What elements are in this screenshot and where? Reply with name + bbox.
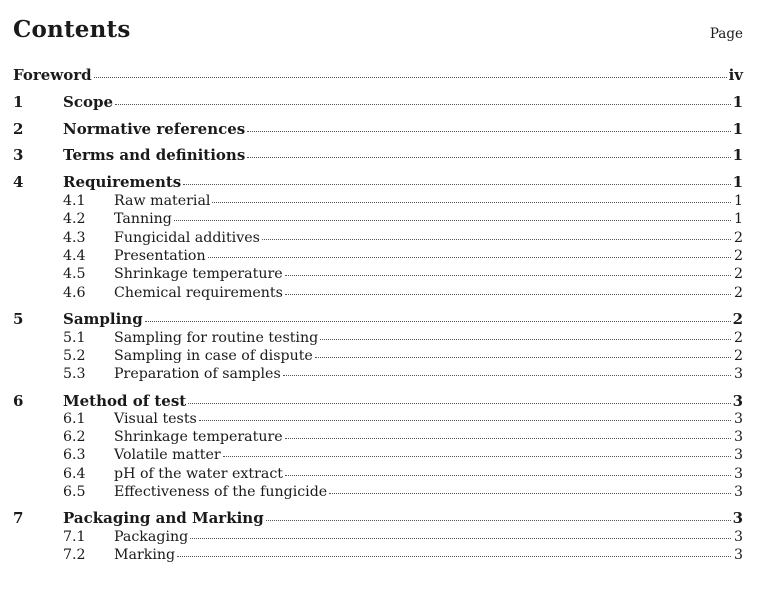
dot-leader bbox=[174, 220, 731, 221]
toc-label: Raw material bbox=[114, 193, 211, 209]
dot-leader bbox=[183, 184, 730, 185]
toc-page: iv bbox=[728, 66, 743, 84]
toc-number: 4.4 bbox=[63, 248, 86, 264]
toc-number: 4.3 bbox=[63, 230, 86, 246]
dot-leader bbox=[247, 157, 730, 158]
toc-page: 1 bbox=[733, 193, 743, 209]
dot-leader bbox=[315, 357, 731, 358]
toc-subentry[interactable] bbox=[13, 230, 743, 249]
toc-label: Terms and definitions bbox=[63, 146, 246, 164]
toc-page: 3 bbox=[733, 484, 743, 500]
dot-leader bbox=[320, 339, 731, 340]
toc-label: Effectiveness of the fungicide bbox=[114, 484, 328, 500]
dot-leader bbox=[285, 275, 731, 276]
dot-leader bbox=[190, 538, 731, 539]
toc-page: 3 bbox=[733, 529, 743, 545]
toc-number: 6 bbox=[13, 392, 24, 410]
toc-number: 4.1 bbox=[63, 193, 86, 209]
toc-label: Presentation bbox=[114, 248, 206, 264]
toc-label: Packaging and Marking bbox=[63, 509, 264, 527]
dot-leader bbox=[285, 438, 731, 439]
toc-page: 2 bbox=[732, 310, 743, 328]
toc-label: pH of the water extract bbox=[114, 466, 283, 482]
toc-number: 7 bbox=[13, 509, 24, 527]
toc-page: 1 bbox=[732, 93, 743, 111]
toc-number: 4 bbox=[13, 173, 24, 191]
page-title: Contents bbox=[13, 16, 131, 43]
dot-leader bbox=[329, 493, 731, 494]
toc-label: Sampling in case of dispute bbox=[114, 348, 313, 364]
dot-leader bbox=[177, 556, 731, 557]
toc-label: Tanning bbox=[114, 211, 172, 227]
toc-page: 3 bbox=[733, 366, 743, 382]
toc-number: 5 bbox=[13, 310, 24, 328]
toc-entry[interactable] bbox=[13, 509, 743, 531]
toc-subentry[interactable] bbox=[13, 248, 743, 267]
toc-page: 2 bbox=[733, 285, 743, 301]
toc-label: Volatile matter bbox=[114, 447, 221, 463]
toc-subentry[interactable] bbox=[13, 447, 743, 466]
dot-leader bbox=[188, 403, 730, 404]
dot-leader bbox=[115, 104, 731, 105]
toc-page: 3 bbox=[733, 411, 743, 427]
toc-page: 1 bbox=[732, 173, 743, 191]
toc-number: 7.2 bbox=[63, 547, 86, 563]
toc-label: Requirements bbox=[63, 173, 182, 191]
toc-page: 3 bbox=[733, 547, 743, 563]
dot-leader bbox=[285, 475, 731, 476]
toc-label: Foreword bbox=[13, 66, 92, 84]
toc-label: Packaging bbox=[114, 529, 189, 545]
toc-label: Visual tests bbox=[114, 411, 197, 427]
toc-page: 1 bbox=[732, 146, 743, 164]
toc-page: 2 bbox=[733, 348, 743, 364]
dot-leader bbox=[208, 257, 731, 258]
toc-subentry[interactable] bbox=[13, 466, 743, 485]
dot-leader bbox=[223, 456, 731, 457]
toc-label: Normative references bbox=[63, 120, 246, 138]
toc-subentry[interactable] bbox=[13, 285, 743, 304]
toc-number: 6.4 bbox=[63, 466, 86, 482]
toc-subentry[interactable] bbox=[13, 547, 743, 566]
dot-leader bbox=[199, 420, 731, 421]
toc-subentry[interactable] bbox=[13, 266, 743, 285]
toc-entry-foreword[interactable] bbox=[13, 66, 743, 88]
toc-entry[interactable] bbox=[13, 173, 743, 195]
toc-number: 3 bbox=[13, 146, 24, 164]
toc-subentry[interactable] bbox=[13, 529, 743, 548]
toc-number: 2 bbox=[13, 120, 24, 138]
toc-entry[interactable] bbox=[13, 310, 743, 332]
toc-label: Chemical requirements bbox=[114, 285, 283, 301]
toc-number: 5.2 bbox=[63, 348, 86, 364]
dot-leader bbox=[283, 375, 731, 376]
toc-number: 6.3 bbox=[63, 447, 86, 463]
toc-subentry[interactable] bbox=[13, 348, 743, 367]
toc-page: 3 bbox=[732, 392, 743, 410]
toc-number: 6.2 bbox=[63, 429, 86, 445]
toc-page: 3 bbox=[732, 509, 743, 527]
toc-subentry[interactable] bbox=[13, 429, 743, 448]
page-column-label: Page bbox=[709, 26, 743, 42]
toc-entry[interactable] bbox=[13, 120, 743, 142]
toc-entry[interactable] bbox=[13, 93, 743, 115]
toc-page: 3 bbox=[733, 466, 743, 482]
toc-number: 5.1 bbox=[63, 330, 86, 346]
toc-subentry[interactable] bbox=[13, 211, 743, 230]
toc-subentry[interactable] bbox=[13, 330, 743, 349]
toc-subentry[interactable] bbox=[13, 411, 743, 430]
toc-label: Fungicidal additives bbox=[114, 230, 260, 246]
toc-number: 6.5 bbox=[63, 484, 86, 500]
toc-page: 1 bbox=[733, 211, 743, 227]
toc-page: 1 bbox=[732, 120, 743, 138]
toc-label: Preparation of samples bbox=[114, 366, 281, 382]
toc-subentry[interactable] bbox=[13, 484, 743, 503]
toc-label: Sampling for routine testing bbox=[114, 330, 319, 346]
toc-label: Sampling bbox=[63, 310, 143, 328]
toc-label: Shrinkage temperature bbox=[114, 266, 283, 282]
toc-number: 6.1 bbox=[63, 411, 86, 427]
toc-page: 3 bbox=[733, 447, 743, 463]
toc-subentry[interactable] bbox=[13, 366, 743, 385]
toc-page: 2 bbox=[733, 330, 743, 346]
dot-leader bbox=[285, 294, 731, 295]
dot-leader bbox=[266, 520, 731, 521]
toc-number: 4.5 bbox=[63, 266, 86, 282]
toc-number: 1 bbox=[13, 93, 24, 111]
toc-entry[interactable] bbox=[13, 146, 743, 168]
toc-page: 2 bbox=[733, 266, 743, 282]
toc-number: 4.6 bbox=[63, 285, 86, 301]
toc-label: Shrinkage temperature bbox=[114, 429, 283, 445]
dot-leader bbox=[94, 77, 727, 78]
toc-number: 5.3 bbox=[63, 366, 86, 382]
toc-label: Scope bbox=[63, 93, 114, 111]
toc-number: 4.2 bbox=[63, 211, 86, 227]
toc-page: 3 bbox=[733, 429, 743, 445]
toc-page: 2 bbox=[733, 248, 743, 264]
toc-subentry[interactable] bbox=[13, 193, 743, 212]
dot-leader bbox=[212, 202, 731, 203]
toc-label: Method of test bbox=[63, 392, 187, 410]
dot-leader bbox=[145, 321, 731, 322]
dot-leader bbox=[247, 131, 730, 132]
toc-number: 7.1 bbox=[63, 529, 86, 545]
toc-page: 2 bbox=[733, 230, 743, 246]
dot-leader bbox=[262, 239, 731, 240]
toc-label: Marking bbox=[114, 547, 176, 563]
